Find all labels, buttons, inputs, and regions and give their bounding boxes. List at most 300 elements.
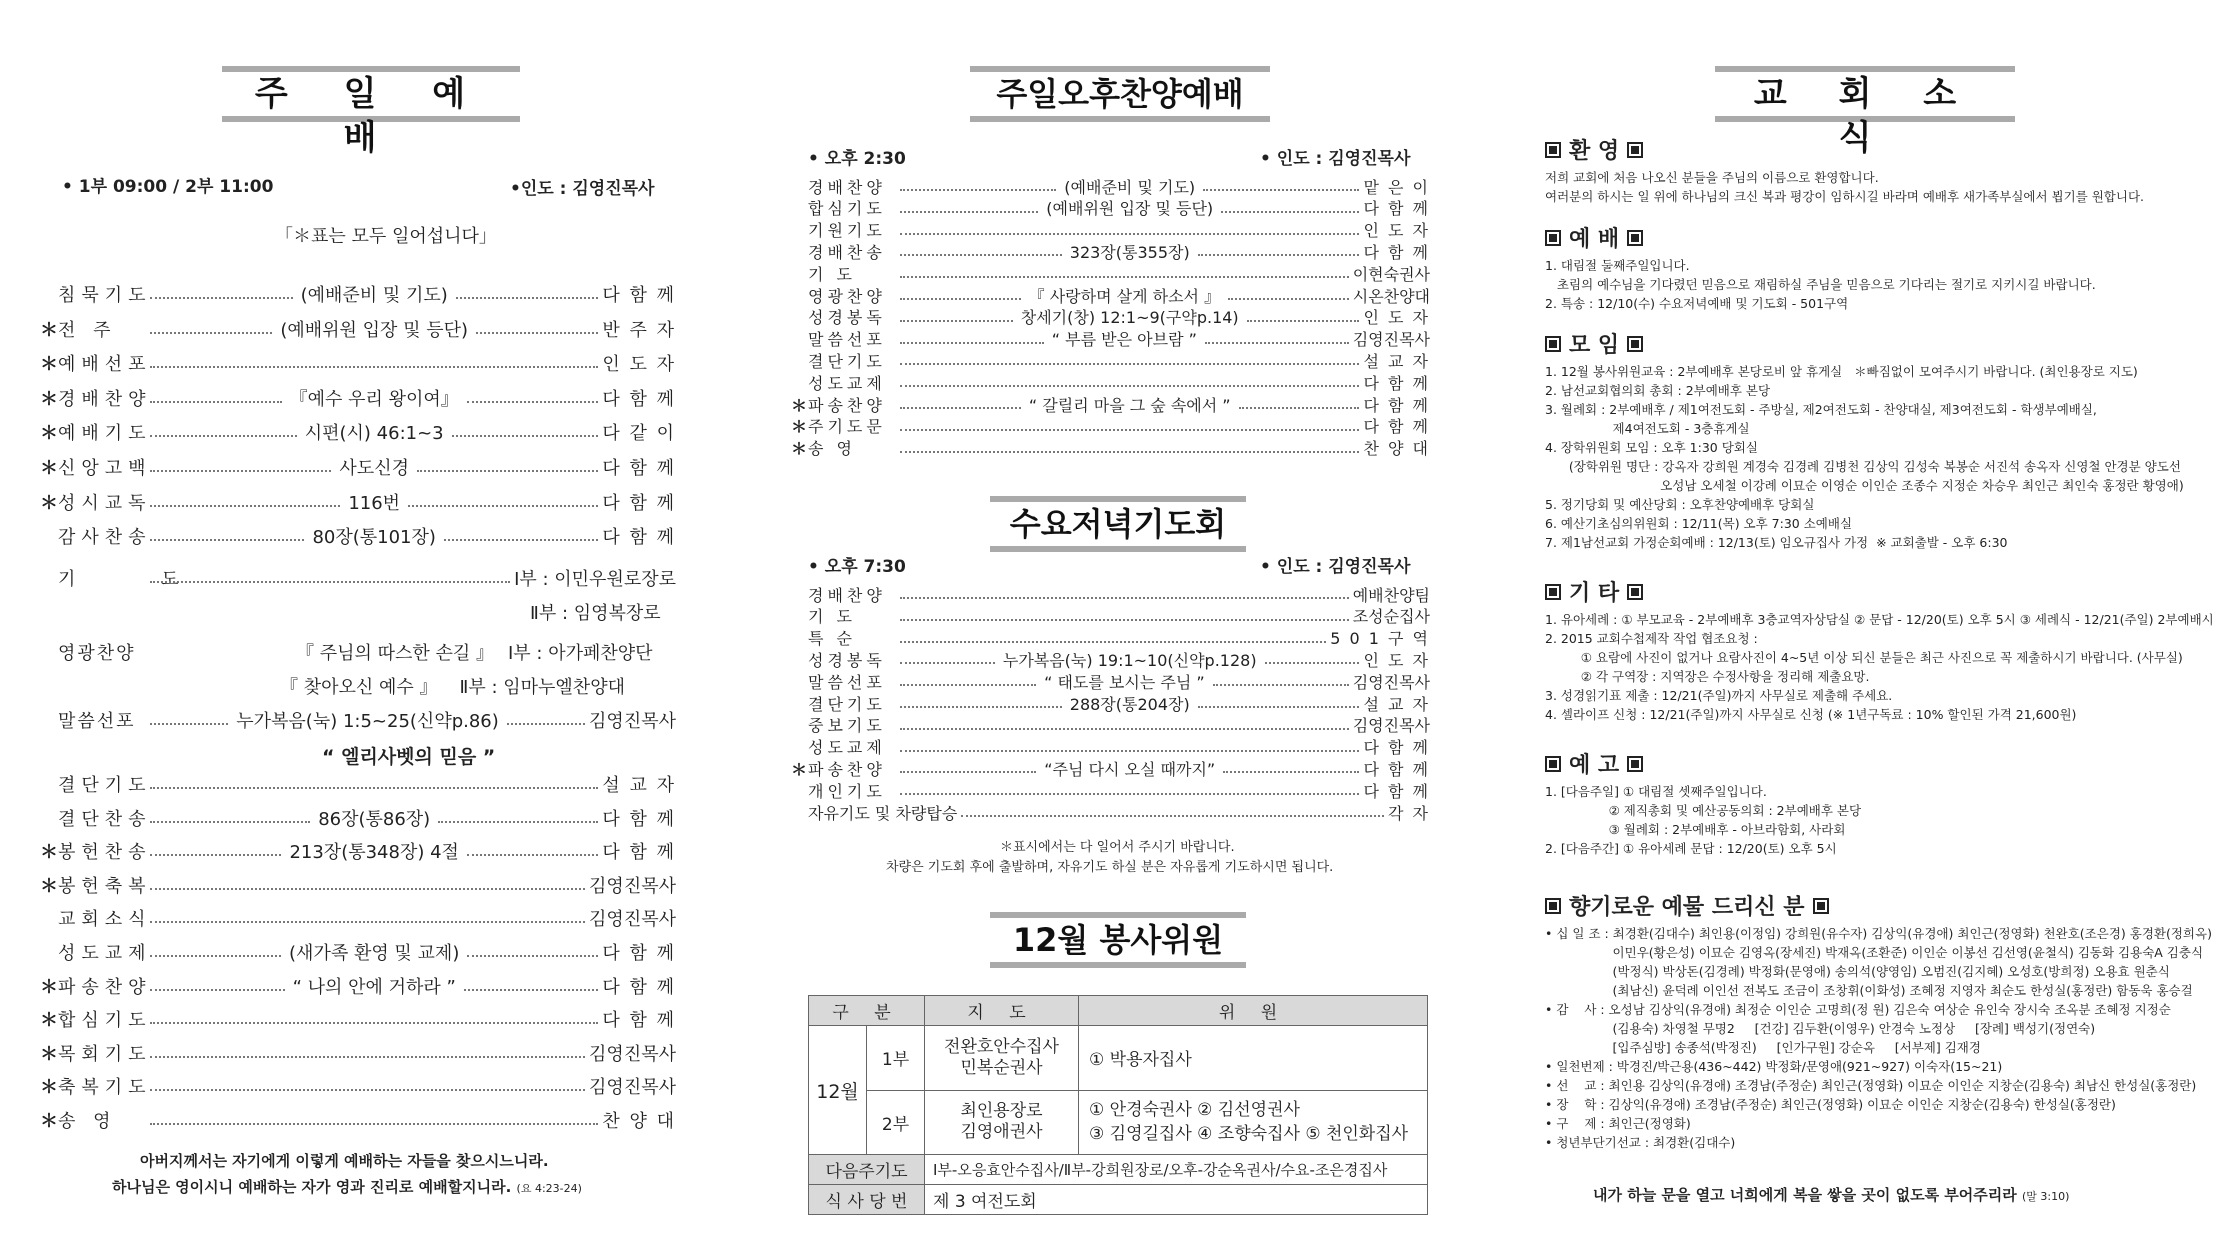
standing-mark: ＊ [40,875,58,897]
order-row [790,735,1430,759]
leader-dots [452,435,599,437]
welcome-heading [1545,134,1643,165]
service-time: • 오후 2:30 [808,149,906,169]
verse-text: 내가 하늘 문을 열고 너희에게 복을 쌓을 곳이 없도록 부어주리라 [1593,1186,2017,1204]
row-detail: (새가족 환영 및 교제) [285,939,463,965]
row-person: 김영진목사 [589,875,676,897]
row-label: 파송찬양 [58,976,152,998]
row-person: 반 주 자 [602,319,676,341]
leader-dots [150,1089,585,1091]
row-person: 다 함 께 [1363,417,1430,437]
order-row [790,800,1430,824]
order-row [40,839,676,863]
title-text: 주 일 예 배 [254,74,488,158]
order-row [40,282,676,306]
standing-mark: ＊ [40,423,58,445]
row-person: 설 교 자 [602,775,676,796]
square-icon [1627,336,1643,352]
square-icon [1545,230,1561,246]
afternoon-worship-title [970,66,1270,122]
row-detail: 시편(시) 46:1~3 [301,419,448,445]
leader-dots [900,793,1359,795]
leader-dots [900,706,1062,708]
leader-dots [900,342,1044,344]
row-person: 찬 양 대 [602,1111,676,1132]
square-icon [1545,756,1561,772]
row-label: 성도교제 [58,943,152,964]
row-label: 기 도 [58,569,219,590]
leader-dots [900,684,1036,686]
scripture-ref: 누가복음(눅) 1:5~25(신약p.86) [232,707,503,733]
standing-mark: ＊ [40,319,58,341]
row-detail: (예배준비 및 기도) [1060,175,1199,198]
square-icon [1627,584,1643,600]
news-line: • 청년부단기선교 : 최경환(김대수) [1545,1135,1736,1150]
news-line: 초림의 예수님을 기다렸던 믿음으로 재림하실 주님을 믿음으로 기다리는 절기로 지키시길 바랍니다. [1545,277,2096,292]
part1-lead: 전완호안수집사 민복순권사 [925,1026,1078,1091]
leader-dots [961,815,1384,817]
choir-row [40,640,676,664]
row-label: 말씀선포 [808,672,886,692]
row-detail: 『예수 우리 왕이여』 [286,385,463,411]
order-row [790,647,1430,671]
row-person: 다 함 께 [602,808,677,830]
month-label: 12월 [809,1026,867,1154]
row-label: 성도교제 [808,738,886,758]
leader-dots [1198,706,1360,708]
sunday-worship-column [40,0,690,1240]
leader-dots [900,407,1021,409]
leader-dots [1247,320,1360,322]
order-row [790,582,1430,606]
news-line: 4. 셀라이프 신청 : 12/21(주일)까지 사무실로 신청 (※ 1년구독료 : 10% 할인된 가격 21,600원) [1545,707,2077,722]
row-detail: “ 나의 안에 거하라 ” [289,973,460,999]
title-text: 주일오후찬양예배 [996,75,1244,113]
order-row [790,691,1430,715]
order-row [40,386,676,410]
square-icon [1545,898,1561,914]
row-label: 축복기도 [58,1077,152,1099]
row-person: 설 교 자 [1363,351,1430,371]
news-line: 6. 예산기초심의위원회 : 12/11(목) 오후 7:30 소예배실 [1545,516,1853,531]
leader-dots [1198,254,1360,256]
leader-dots [900,320,1013,322]
heading-text: 예 배 [1569,227,1620,252]
row-detail: 사도신경 [335,454,413,480]
row-label: 예배기도 [58,423,152,445]
row-label: 주기도문 [808,417,886,437]
leader-dots [150,539,304,541]
leader-dots [1239,407,1360,409]
next-week-prayer-label: 다음주기도 [809,1155,925,1185]
leader-dots [900,728,1349,730]
leader: • 인도 : 김영진목사 [1260,557,1411,577]
sermon-title: “ 엘리사벳의 믿음 ” [322,746,496,768]
order-row [40,317,676,341]
leader-dots [900,597,1349,599]
leader-dots [900,750,1359,752]
row-label: 영광찬양 [808,286,886,306]
leader-dots [150,723,228,725]
leader-dots [476,332,598,334]
news-line: (박정식) 박상돈(김경례) 박정화(문영애) 송의석(양영임) 오범진(김지혜) 오성호(방희정) 오용효 원춘식 [1545,964,2170,979]
title-text: 수요저녁기도회 [1009,505,1227,543]
row-label: 경배찬송 [808,242,886,262]
row-label: 교회소식 [58,909,152,931]
leader-dots [150,581,510,583]
sunday-worship-title [222,66,520,158]
order-row [40,524,676,548]
closing-verse [1593,1184,2069,1205]
row-label: 침묵기도 [58,285,152,306]
row-label: 특 순 [808,629,856,649]
meeting-text [1545,362,2184,552]
row-label: 경배찬양 [808,585,886,605]
square-icon [1813,898,1829,914]
standing-mark: ＊ [790,417,807,437]
news-line: (김용숙) 차영철 무명2 [건강] 김두환(이영우) 안경숙 노정상 [장례] 백성기(정연숙) [1545,1021,2096,1036]
square-icon [1627,230,1643,246]
part1-label: 1부 [867,1026,924,1091]
vehicle-note: 차량은 기도회 후에 출발하며, 자유기도 하실 분은 자유롭게 기도하시면 됩니다. [886,860,1334,875]
leader-dots [150,821,310,823]
afternoon-column [790,0,1430,1240]
month-cell [809,1026,925,1155]
row-person: 맡 은 이 [1363,177,1430,197]
row-detail: (예배위원 입장 및 등단) [1042,196,1217,219]
row-label: 봉헌찬송 [58,842,152,864]
row-label: 파송찬양 [808,759,886,779]
order-row [40,420,676,444]
order-row [790,436,1430,460]
title-text: 교 회 소 식 [1753,74,1977,158]
row-detail: 『 사랑하며 살게 하소서 』 [1025,284,1224,307]
standing-mark: ＊ [790,395,807,415]
news-line: 이민우(황은성) 이묘순 김영옥(장세진) 박재옥(조환준) 이인순 이봉선 김선영(윤철식) 김동화 김용숙A 김충식 [1545,945,2204,960]
row-person: 찬 양 대 [1363,439,1430,459]
standing-mark: ＊ [40,842,58,864]
square-icon [1545,336,1561,352]
heading-text: 기 타 [1569,581,1620,606]
leader-dots [900,233,1359,235]
part2-members-line2: ③ 김영길집사 ④ 조향숙집사 ⑤ 천인화집사 [1089,1124,1409,1145]
order-row [790,218,1430,242]
row-person: 다 같 이 [602,423,676,445]
order-row [790,370,1430,394]
row-label: 말씀선포 [58,711,136,732]
row-person: 다 함 께 [1363,395,1431,415]
leader-dots [150,505,340,507]
wednesday-prayer-title [990,496,1246,552]
news-line: ① 요람에 사진이 없거나 요람사진이 4~5년 이상 되신 분들은 최근 사진으로 꼭 제출하시기 바랍니다. (사무실) [1545,650,2183,665]
row-detail: “주님 다시 오실 때까지” [1040,757,1219,780]
order-row [790,604,1430,628]
order-row [40,873,676,897]
service-time: • 오후 7:30 [808,557,906,577]
news-line: 3. 월례회 : 2부예배후 / 제1여전도회 - 주방실, 제2여전도회 - 찬양대실, 제3여전도회 - 학생부예배실, [1545,402,2097,417]
row-label: 기 도 [808,607,856,627]
verse-reference: (말 3:10) [2021,1190,2070,1203]
row-person: 김영진목사 [589,909,676,931]
part2-members-line1: ① 안경숙권사 ② 김선영권사 [1089,1100,1300,1121]
leader-dots [150,1123,598,1125]
row-person: 설 교 자 [1363,694,1431,714]
row-label: 성도교제 [808,373,886,393]
standing-mark: ＊ [40,1077,58,1099]
row-label: 목회기도 [58,1043,152,1065]
row-detail: 누가복음(눅) 19:1~10(신약p.128) [999,648,1261,671]
standing-mark: ＊ [40,388,58,410]
leader-dots [900,385,1359,387]
row-label: 송 영 [808,439,856,459]
order-row [790,392,1430,416]
news-line: 여러분의 하시는 일 위에 하나님의 크신 복과 평강이 임하시길 바라며 예배후 새가족부실에서 뵙기를 원합니다. [1545,189,2145,204]
news-line: • 감 사 : 오성남 김상익(유경애) 최정순 이인순 고명희(정 원) 김은숙 여상순 유인숙 장시숙 조옥분 조혜정 지정순 [1545,1002,2171,1017]
news-line: 3. 성경읽기표 제출 : 12/21(주일)까지 사무실로 제출해 주세요. [1545,688,1893,703]
standing-mark: ＊ [790,439,807,459]
row-label: 자유기도 및 차량탑승 [808,803,958,823]
order-row [790,327,1430,351]
standing-mark: ＊ [40,1111,58,1132]
verse-line1: 아버지께서는 자기에게 이렇게 예배하는 자들을 찾으시느니라. [140,1152,549,1170]
news-line: 2. 특송 : 12/10(수) 수요저녁예배 및 기도회 - 501구역 [1545,296,1849,311]
welcome-text [1545,168,2144,206]
leader-dots [900,211,1038,213]
row-person: 다 함 께 [602,842,676,864]
order-row [790,174,1430,198]
leader-dots [456,297,599,299]
offering-heading [1545,890,1829,921]
etc-text [1545,610,2214,724]
row-person: 다 함 께 [1363,199,1430,219]
scripture-row [40,708,676,732]
leader-dots [150,888,585,890]
leader-dots [150,1056,585,1058]
leader-dots [150,435,297,437]
part1-members: ① 박용자집사 [1079,1026,1427,1091]
row-detail: (예배준비 및 기도) [297,281,452,307]
order-row [790,713,1430,737]
row-label: 결단기도 [808,694,886,714]
order-row [40,940,676,964]
row-label: 합심기도 [808,199,886,219]
news-line: • 일천번제 : 박경진/박근용(436~442) 박정화/문영애(921~927) 이숙자(15~21) [1545,1059,2003,1074]
row-person: 다 함 께 [602,458,677,479]
order-row [790,305,1430,329]
row-person: 인 도 자 [1363,308,1430,328]
order-row [790,756,1430,780]
news-line: 4. 장학위원회 모임 : 오후 1:30 당회실 [1545,440,1758,455]
news-line: 5. 정기당회 및 예산당회 : 오후찬양예배후 당회실 [1545,497,1815,512]
title-text: 12월 봉사위원 [1012,921,1224,959]
leader-dots [417,470,598,472]
december-volunteers-title [990,912,1246,968]
choir-group2: Ⅱ부 : 임마누엘찬양대 [459,677,625,698]
row-person: 다 함 께 [1363,759,1430,779]
col-header-division: 구 분 [809,996,925,1026]
standing-mark: ＊ [40,458,58,479]
row-person: 다 함 께 [1363,738,1430,758]
row-label: 개인기도 [808,781,886,801]
choir-group1: Ⅰ부 : 아가페찬양단 [508,643,653,664]
news-line: [입주심방] 송종석(박정진) [인가구원] 강순옥 [서부제] 김재경 [1545,1040,1981,1055]
lead-cell [925,1026,1079,1155]
leader-dots [1203,189,1359,191]
service-time: • 1부 09:00 / 2부 11:00 [62,177,274,197]
news-line: • 십 일 조 : 최경환(김대수) 최인용(이정임) 강희원(유수자) 김상익(유경애) 최인근(정영화) 천완호(조은경) 홍경환(정희옥) [1545,926,2212,941]
prayer-row [40,566,676,590]
heading-text: 예 고 [1569,753,1620,778]
leader-dots [444,539,598,541]
row-label: 예배선포 [58,354,152,376]
row-detail: 323장(통355장) [1066,240,1194,263]
next-week-prayer-value: Ⅰ부-오응효안수집사/Ⅱ부-강희원장로/오후-강순옥권사/수요-조은경집사 [925,1155,1428,1185]
verse-line2 [112,1176,582,1197]
row-label: 결단찬송 [58,808,152,830]
row-person: 시온찬양대 [1352,286,1431,306]
part2-label: 2부 [881,1114,910,1135]
order-row [790,626,1430,650]
meeting-heading [1545,328,1643,359]
leader-dots [150,854,281,856]
standing-mark: ＊ [40,1043,58,1065]
row-person: 다 함 께 [1363,242,1431,262]
offering-list [1545,924,2212,1152]
order-row [40,1108,676,1132]
row-person: 조성순집사 [1352,607,1430,627]
standing-notice: 「＊표는 모두 일어섭니다」 [275,226,497,247]
order-row [40,772,676,796]
row-person: 다 함 께 [602,1010,676,1032]
news-line: • 선 교 : 최인용 김상익(유경애) 조경남(주정순) 최인근(정영화) 이묘순 이인순 지창순(김용숙) 최남신 한성실(홍정란) [1545,1078,2197,1093]
standing-mark: ＊ [40,354,58,376]
order-row [790,283,1430,307]
leader-dots [900,298,1021,300]
row-label: 경배찬양 [58,388,152,410]
order-row [790,669,1430,693]
leader-dots [900,276,1349,278]
church-news-column [1545,0,2214,1240]
news-line: 제4여전도회 - 3층휴게실 [1545,421,1750,436]
worship-text [1545,256,2096,313]
news-line: 1. 유아세례 : ① 부모교육 - 2부예배후 3층교역자상담실 ② 문답 - 12/20(토) 오후 5시 ③ 세례식 - 12/21(주일) 2부예배시 [1545,612,2214,627]
row-person: 예배찬양팀 [1352,585,1430,605]
leader-dots [900,254,1062,256]
meal-duty-value: 제 3 여전도회 [925,1185,1428,1215]
leader-dots [900,619,1349,621]
row-person: 김영진목사 [1352,330,1430,350]
leader-dots [467,854,598,856]
heading-text: 환 영 [1569,139,1620,164]
news-line: (장학위원 명단 : 강옥자 강희원 계경숙 김경례 김병천 김상익 김성숙 복봉순 서진석 송옥자 신영철 안경분 양도선 [1545,459,2181,474]
row-label: 성경봉독 [808,308,886,328]
standing-mark: ＊ [40,976,58,998]
row-label: 결단기도 [808,351,886,371]
order-row [40,1074,676,1098]
prayer-row-2 [530,600,661,624]
row-detail: 213장(통348장) 4절 [285,838,462,864]
news-line: 1. 12월 봉사위원교육 : 2부예배후 본당로비 앞 휴게실 ＊빠짐없이 모여주시기 바랍니다. (최인용장로 지도) [1545,364,2138,379]
news-line: (최남신) 윤덕례 이인선 전복도 조금이 조창휘(이화성) 조혜정 지영자 최순도 한성실(홍정란) 함동욱 홍승걸 [1545,983,2193,998]
leader-dots [150,955,281,957]
row-person: 각 자 [1388,803,1430,823]
church-news-title [1715,66,2015,158]
row-detail: 116번 [344,489,404,515]
leader-dots [408,505,598,507]
leader-dots [150,297,293,299]
row-label: 경배찬양 [808,177,886,197]
leader-dots [467,955,598,957]
standing-mark: ＊ [40,492,58,514]
prayer-part1: Ⅰ부 : 이민우원로장로 [514,569,676,590]
order-row [40,1007,676,1031]
news-line: 1. [다음주일] ① 대림절 셋째주일입니다. [1545,784,1767,799]
row-person: 다 함 께 [602,285,677,306]
row-label: 성경봉독 [808,650,886,670]
row-label: 봉헌축복 [58,875,152,897]
order-row [40,490,676,514]
row-label: 신앙고백 [58,458,152,479]
order-row [40,906,676,930]
news-line: 2. 2015 교회수첩제작 작업 협조요청 : [1545,631,1758,646]
row-label: 감사찬송 [58,527,152,549]
leader-dots [150,366,598,368]
news-line: 저희 교회에 처음 나오신 분들을 주님의 이름으로 환영합니다. [1545,170,1879,185]
row-person: 인 도 자 [602,354,676,376]
row-person: 다 함 께 [602,492,677,514]
row-detail: 86장(통86장) [314,805,434,831]
row-person: 김영진목사 [1352,672,1431,692]
standing-mark: ＊ [40,1010,58,1032]
row-person: 인 도 자 [1363,221,1430,241]
etc-heading [1545,576,1643,607]
order-row [790,239,1430,263]
row-person: 다 함 께 [602,976,676,998]
heading-text: 향기로운 예물 드리신 분 [1569,895,1805,920]
row-person: 이현숙권사 [1352,264,1430,284]
volunteer-table [808,995,1428,1215]
row-label: 송 영 [58,1111,117,1132]
part2-lead: 최인용장로 김영애권사 [960,1101,1043,1143]
row-detail: (예배위원 입장 및 등단) [276,316,472,342]
leader-dots [467,401,599,403]
preview-heading [1545,748,1643,779]
row-detail: 80장(통101장) [308,523,439,549]
leader-dots [150,470,331,472]
news-line: • 장 학 : 김상익(유경애) 조경남(주정순) 최인근(정영화) 이묘순 이인순 지창순(김용숙) 한성실(홍정란) [1545,1097,2116,1112]
leader-dots [1228,298,1349,300]
row-label: 중보기도 [808,716,886,736]
row-person: 김영진목사 [1352,716,1430,736]
square-icon [1545,584,1561,600]
order-row [790,261,1430,285]
order-row [40,974,676,998]
worship-heading [1545,222,1643,253]
row-person: 김영진목사 [589,1043,676,1065]
leader-dots [900,662,995,664]
row-label: 결단기도 [58,775,152,796]
news-line: 오성남 오세철 이강례 이묘순 이영순 이인순 조종수 지정순 차승우 최인근 최인숙 홍정란 황영애) [1545,478,2184,493]
col-header-lead: 지 도 [925,996,1079,1026]
row-label: 기원기도 [808,221,886,241]
leader-dots [1265,662,1360,664]
choir-song1: 『 주님의 따스한 손길 』 [296,643,494,664]
leader-dots [150,921,585,923]
leader-dots [1221,211,1359,213]
news-line: 1. 대림절 둘째주일입니다. [1545,258,1690,273]
row-detail: 288장(통204장) [1066,692,1194,715]
choir-song2: 『 찾아오신 예수 』 [280,677,438,698]
